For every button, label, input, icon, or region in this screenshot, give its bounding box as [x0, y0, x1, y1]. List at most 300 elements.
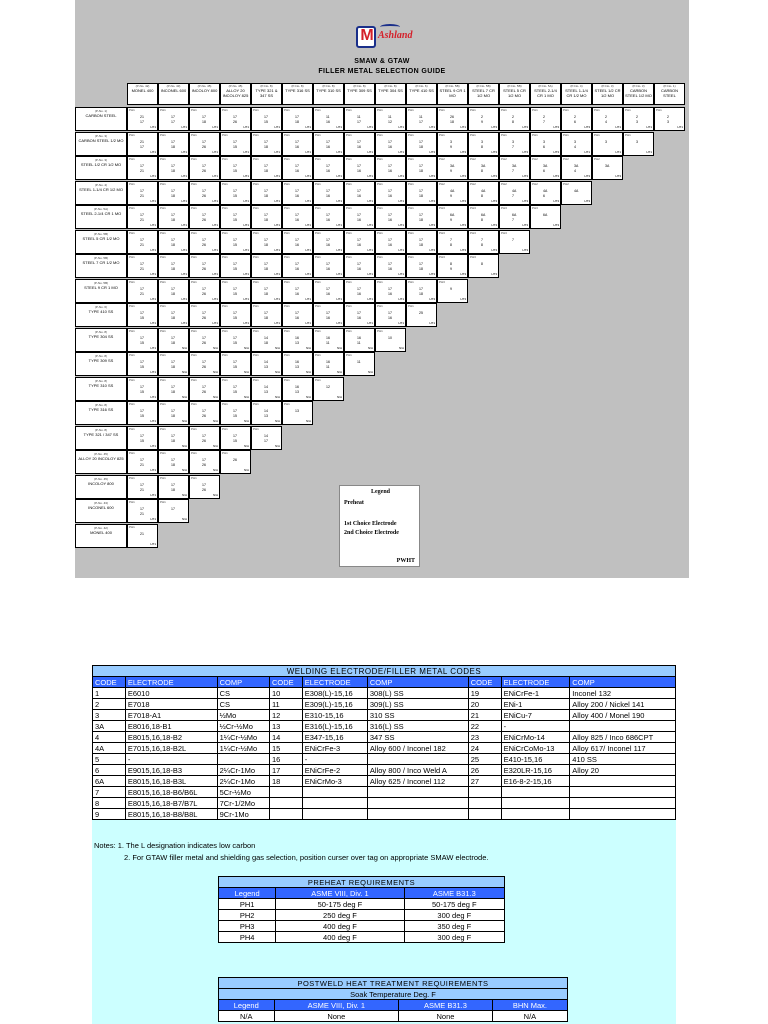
matrix-cell	[282, 254, 313, 278]
matrix-cell	[623, 107, 654, 131]
matrix-cell	[189, 254, 220, 278]
pwht-code: HT1	[150, 247, 156, 252]
first-choice-electrode: 17	[202, 409, 206, 413]
preheat-code: PH1	[191, 475, 197, 480]
preheat-code: PH1	[160, 475, 166, 480]
first-choice-electrode: 17	[202, 213, 206, 217]
preheat-code: PH1	[129, 304, 135, 308]
preheat-row	[219, 899, 505, 910]
codes-cell: 309(L) SS	[367, 699, 468, 710]
second-choice-electrode: 15	[233, 316, 237, 320]
matrix-cell	[592, 132, 623, 156]
matrix-cell	[127, 450, 158, 474]
second-choice-electrode: 16	[357, 144, 361, 149]
matrix-cell	[251, 254, 282, 278]
pwht-code: N/A	[274, 443, 280, 448]
second-choice-electrode: 17	[264, 438, 268, 443]
pwht-cell: None	[274, 1011, 399, 1022]
column-pno: (P-No. 8)	[291, 84, 304, 88]
pwht-code: HT1	[212, 198, 218, 203]
preheat-code: PH1	[222, 157, 228, 161]
codes-cell	[570, 809, 676, 820]
pwht-column-header: BHN Max.	[492, 1000, 567, 1011]
chart-title-line2: FILLER METAL SELECTION GUIDE	[318, 68, 446, 75]
matrix-cell	[437, 107, 468, 131]
pwht-code: HT1	[150, 394, 156, 399]
second-choice-electrode: 15	[233, 169, 237, 173]
second-choice-electrode: 21	[140, 267, 144, 271]
codes-cell: ENi-1	[501, 699, 570, 710]
preheat-code: PH1	[160, 230, 166, 235]
codes-cell: Alloy 200 / Nickel 141	[570, 699, 676, 710]
codes-cell: 10	[269, 688, 302, 699]
preheat-code: PH1	[160, 132, 166, 137]
pwht-code: N/A	[212, 370, 218, 374]
column-header	[530, 83, 561, 105]
preheat-row	[219, 910, 505, 921]
column-label: STEEL 2-1/4 CR 1 MO	[534, 88, 557, 98]
second-choice-electrode: 26	[202, 169, 206, 173]
column-pno: (P-No. 1)	[663, 84, 676, 88]
pwht-code: N/A	[274, 419, 280, 423]
codes-cell	[570, 776, 676, 787]
first-choice-electrode: 17	[202, 164, 206, 168]
first-choice-electrode: 17	[233, 286, 237, 291]
row-pno: (P-No. 3)	[94, 158, 108, 162]
preheat-code: PH1	[439, 108, 445, 112]
preheat-code: PH1	[253, 377, 259, 382]
preheat-cell: 400 deg F	[276, 921, 404, 932]
first-choice-electrode: 17	[171, 482, 175, 487]
preheat-code: PH1	[253, 230, 259, 235]
preheat-cell: 400 deg F	[276, 932, 404, 943]
codes-cell: Alloy 400 / Monel 190	[570, 710, 676, 721]
preheat-code: PH1	[191, 328, 197, 333]
first-choice-electrode: 17	[233, 213, 237, 217]
matrix-cell	[251, 279, 282, 303]
codes-cell: 19	[468, 688, 501, 699]
row-header	[75, 303, 127, 327]
pwht-code: HT1	[336, 272, 342, 276]
codes-column-header: COMP	[217, 677, 269, 688]
matrix-cell	[189, 401, 220, 425]
pwht-code: N/A	[274, 394, 280, 399]
second-choice-electrode: 16	[388, 144, 392, 149]
row-pno: (P-No. 5B)	[93, 280, 109, 285]
first-choice-electrode: 14	[264, 384, 268, 389]
preheat-code: PH1	[284, 108, 290, 112]
pwht-code: N/A	[212, 345, 218, 350]
pwht-code: HT1	[677, 125, 683, 129]
first-choice-electrode: 17	[419, 188, 423, 193]
codes-cell	[501, 798, 570, 809]
preheat-code: PH1	[191, 157, 197, 161]
second-choice-electrode: 18	[419, 242, 423, 247]
row-header	[75, 132, 127, 156]
pwht-code: N/A	[212, 394, 218, 399]
preheat-code: PH1	[284, 279, 290, 284]
pwht-code: HT1	[243, 125, 249, 129]
pwht-code: HT1	[367, 174, 373, 178]
second-choice-electrode: 15	[140, 340, 144, 345]
legend-preheat: Preheat	[344, 500, 364, 506]
pwht-code: HT1	[336, 174, 342, 178]
preheat-code: PH1	[470, 132, 476, 137]
preheat-code: PH1	[284, 353, 290, 357]
matrix-cell	[251, 303, 282, 327]
preheat-code: PH1	[191, 206, 197, 210]
matrix-cell	[127, 205, 158, 229]
preheat-code: PH1	[129, 402, 135, 406]
preheat-code: PH1	[346, 230, 352, 235]
first-choice-electrode: 21	[140, 531, 144, 536]
preheat-code: PH1	[284, 328, 290, 333]
column-label: ALLOY 20 INCOLOY 825	[222, 88, 249, 98]
pwht-cell: N/A	[492, 1011, 567, 1022]
preheat-cell: PH1	[219, 899, 276, 910]
preheat-code: PH1	[191, 279, 197, 284]
matrix-cell	[158, 132, 189, 156]
first-choice-electrode: 2	[512, 115, 514, 119]
first-choice-electrode: 17	[140, 458, 144, 462]
second-choice-electrode: 21	[140, 487, 144, 492]
column-pno: (P-No. 4)	[570, 84, 583, 88]
codes-cell: E8015,16,18-B2	[125, 732, 217, 743]
preheat-code: PH1	[377, 279, 383, 284]
preheat-code: PH1	[315, 304, 321, 308]
pwht-code: N/A	[181, 468, 187, 472]
matrix-cell	[375, 205, 406, 229]
codes-cell: 5	[93, 754, 126, 765]
pwht-code: HT1	[367, 198, 373, 203]
preheat-code: PH1	[408, 279, 414, 284]
first-choice-electrode: 16	[295, 384, 299, 389]
preheat-code: PH1	[253, 157, 259, 161]
pwht-code: N/A	[243, 370, 249, 374]
row-label: TYPE 304 SS	[88, 333, 114, 339]
second-choice-electrode: 21	[140, 291, 144, 296]
preheat-code: PH1	[253, 279, 259, 284]
pwht-code: HT1	[274, 223, 280, 227]
first-choice-electrode: 17	[233, 335, 237, 340]
first-choice-electrode: 17	[419, 237, 423, 242]
second-choice-electrode: 16	[357, 316, 361, 320]
preheat-code: PH1	[346, 304, 352, 308]
matrix-cell	[158, 499, 189, 523]
matrix-cell	[127, 524, 158, 548]
codes-cell: 4	[93, 732, 126, 743]
row-pno: (P-No. 43)	[94, 501, 108, 505]
first-choice-electrode: 17	[233, 139, 237, 144]
matrix-cell	[158, 328, 189, 352]
first-choice-electrode: 3	[605, 139, 607, 144]
matrix-cell	[189, 181, 220, 205]
second-choice-electrode: 7	[543, 120, 545, 124]
matrix-cell	[623, 132, 654, 156]
preheat-code: PH3	[470, 230, 476, 235]
preheat-code: PH1	[129, 475, 135, 480]
marathon-logo-mark: M	[356, 26, 376, 48]
matrix-cell	[282, 377, 313, 401]
first-choice-electrode: 17	[264, 139, 268, 144]
second-choice-electrode: 26	[202, 463, 206, 467]
pwht-code: HT1	[398, 296, 404, 301]
first-choice-electrode: 17	[140, 262, 144, 266]
preheat-code: PH1	[129, 524, 135, 529]
second-choice-electrode: 16	[388, 169, 392, 173]
preheat-code: PH1	[346, 108, 352, 112]
pwht-code: HT1	[150, 296, 156, 301]
matrix-cell	[437, 132, 468, 156]
first-choice-electrode: 17	[171, 262, 175, 266]
pwht-code: HT1	[274, 149, 280, 154]
pwht-caption: POSTWELD HEAT TREATMENT REQUIREMENTS	[219, 978, 568, 989]
first-choice-electrode: 7	[481, 237, 483, 242]
codes-cell: E8016,18-B1	[125, 721, 217, 732]
codes-cell: Alloy 825 / Inco 686CPT	[570, 732, 676, 743]
first-choice-electrode: 17	[202, 482, 206, 487]
preheat-code: PH1	[129, 353, 135, 357]
preheat-code: PH3	[470, 206, 476, 210]
pwht-code: HT1	[274, 321, 280, 325]
preheat-code: PH1	[253, 328, 259, 333]
preheat-code: PH1	[408, 230, 414, 235]
pwht-code: HT1	[181, 174, 187, 178]
codes-column-header: CODE	[93, 677, 126, 688]
pwht-code: HT1	[398, 247, 404, 252]
pwht-code: N/A	[243, 443, 249, 448]
matrix-cell	[375, 254, 406, 278]
column-header	[313, 83, 344, 105]
codes-cell	[367, 809, 468, 820]
matrix-cell	[220, 303, 251, 327]
codes-cell: 316(L) SS	[367, 721, 468, 732]
row-pno: (P-No. 5B)	[93, 231, 109, 236]
first-choice-electrode: 11	[419, 115, 423, 119]
second-choice-electrode: 18	[171, 316, 175, 320]
matrix-cell	[158, 450, 189, 474]
preheat-code: PH1	[470, 108, 476, 112]
pwht-code: HT1	[243, 223, 249, 227]
matrix-cell	[468, 230, 499, 254]
codes-column-header: COMP	[570, 677, 676, 688]
first-choice-electrode: 17	[264, 237, 268, 242]
second-choice-electrode: 16	[295, 291, 299, 296]
pwht-code: HT1	[584, 149, 590, 154]
second-choice-electrode: 8	[481, 144, 483, 149]
pwht-code: HT3	[460, 296, 466, 301]
second-choice-electrode: 16	[326, 169, 330, 173]
pwht-code: N/A	[274, 345, 280, 350]
second-choice-electrode: 16	[295, 193, 299, 198]
second-choice-electrode: 7	[512, 193, 514, 198]
first-choice-electrode: 8	[481, 262, 483, 266]
column-pno: (P-No. 5B)	[476, 84, 491, 88]
pwht-code: HT1	[181, 223, 187, 227]
first-choice-electrode: 17	[295, 164, 299, 168]
first-choice-electrode: 6A	[481, 213, 486, 217]
preheat-code: PH1	[253, 132, 259, 137]
codes-cell	[269, 798, 302, 809]
codes-row	[93, 754, 676, 765]
preheat-code: PH2	[532, 181, 538, 186]
second-choice-electrode: 6	[543, 193, 545, 198]
preheat-code: PH1	[377, 181, 383, 186]
second-choice-electrode: 17	[140, 120, 144, 124]
matrix-cell	[375, 328, 406, 352]
codes-cell	[501, 809, 570, 820]
preheat-code: PH1	[253, 402, 259, 406]
matrix-cell	[344, 156, 375, 180]
matrix-cell	[344, 205, 375, 229]
codes-column-header: CODE	[269, 677, 302, 688]
codes-cell: E7015,16,18-B2L	[125, 743, 217, 754]
codes-cell: 17	[269, 765, 302, 776]
preheat-header-row	[219, 888, 505, 899]
matrix-cell	[282, 401, 313, 425]
preheat-cell: 300 deg F	[404, 910, 504, 921]
preheat-code: PH1	[129, 255, 135, 259]
second-choice-electrode: 26	[202, 389, 206, 394]
second-choice-electrode: 18	[171, 487, 175, 492]
codes-cell: E8015,16,18-B6/B6L	[125, 787, 217, 798]
second-choice-electrode: 18	[419, 144, 423, 149]
pwht-code: HT1	[243, 174, 249, 178]
first-choice-electrode: 17	[171, 237, 175, 242]
preheat-code: PH1	[253, 181, 259, 186]
first-choice-electrode: 17	[233, 164, 237, 168]
pwht-code: HT1	[367, 296, 373, 301]
matrix-cell	[189, 426, 220, 450]
column-pno: (P-No. 8)	[384, 84, 397, 88]
first-choice-electrode: 4A	[543, 188, 548, 193]
matrix-cell	[437, 156, 468, 180]
column-label: TYPE 316 SS	[285, 88, 310, 93]
preheat-code: PH2	[439, 157, 445, 161]
row-label: STEEL 2-1/4 CR 1 MO	[80, 211, 122, 216]
first-choice-electrode: 17	[171, 335, 175, 340]
preheat-code: PH1	[253, 426, 259, 431]
matrix-cell	[282, 156, 313, 180]
preheat-code: PH1	[129, 328, 135, 333]
codes-row	[93, 732, 676, 743]
row-label: STEEL 1/2 CR 1/2 MO	[80, 162, 122, 167]
matrix-cell	[313, 279, 344, 303]
second-choice-electrode: 4	[574, 169, 576, 173]
preheat-code: PH1	[346, 132, 352, 137]
first-choice-electrode: 17	[140, 311, 144, 315]
second-choice-electrode: 16	[388, 267, 392, 271]
matrix-cell	[189, 107, 220, 131]
first-choice-electrode: 17	[202, 458, 206, 462]
matrix-cell	[344, 352, 375, 376]
pwht-code: N/A	[305, 345, 311, 350]
second-choice-electrode: 18	[171, 365, 175, 369]
row-label: MONEL 400	[90, 529, 112, 535]
row-pno: (P-No. 1)	[94, 109, 108, 113]
first-choice-electrode: 17	[264, 164, 268, 168]
first-choice-electrode: 16	[357, 335, 361, 340]
pwht-code: HT3	[553, 149, 559, 154]
preheat-code: PH1	[222, 451, 228, 455]
preheat-code: PH1	[377, 132, 383, 137]
matrix-cell	[127, 499, 158, 523]
matrix-cell	[654, 107, 685, 131]
preheat-code: PH1	[656, 108, 662, 112]
second-choice-electrode: 16	[357, 291, 361, 296]
matrix-cell	[282, 230, 313, 254]
matrix-cell	[282, 352, 313, 376]
pwht-code: HT1	[305, 198, 311, 203]
codes-cell	[570, 721, 676, 732]
first-choice-electrode: 17	[357, 213, 361, 217]
first-choice-electrode: 17	[140, 188, 144, 193]
pwht-code: HT1	[150, 198, 156, 203]
column-header	[499, 83, 530, 105]
pwht-code: HT1	[243, 296, 249, 301]
pwht-code: HT1	[150, 149, 156, 154]
preheat-code: PH1	[315, 353, 321, 357]
preheat-code: PH1	[377, 108, 383, 112]
pwht-code: HT1	[181, 125, 187, 129]
codes-cell: ENiCrFe-1	[501, 688, 570, 699]
preheat-code: PH1	[191, 402, 197, 406]
preheat-code: PH1	[222, 206, 228, 210]
second-choice-electrode: 18	[171, 389, 175, 394]
column-header	[127, 83, 158, 105]
first-choice-electrode: 17	[264, 286, 268, 291]
row-pno: (P-No. 8)	[94, 354, 108, 358]
matrix-cell	[220, 352, 251, 376]
matrix-cell	[158, 156, 189, 180]
second-choice-electrode: 16	[295, 242, 299, 247]
matrix-cell	[592, 156, 623, 180]
codes-row	[93, 721, 676, 732]
first-choice-electrode: 17	[140, 507, 144, 511]
preheat-code: PH3	[439, 206, 445, 210]
first-choice-electrode: 6A	[543, 213, 548, 217]
second-choice-electrode: 13	[264, 365, 268, 369]
codes-row	[93, 710, 676, 721]
pwht-code: N/A	[243, 419, 249, 423]
codes-cell: 2¼Cr-1Mo	[217, 765, 269, 776]
codes-cell: 1	[93, 688, 126, 699]
second-choice-electrode: 18	[171, 144, 175, 149]
pwht-code: HT1	[367, 223, 373, 227]
row-label: TYPE 410 SS	[88, 309, 114, 314]
second-choice-electrode: 18	[264, 242, 268, 247]
first-choice-electrode: 16	[295, 335, 299, 340]
second-choice-electrode: 16	[295, 218, 299, 222]
codes-cell: Alloy 800 / Inco Weld A	[367, 765, 468, 776]
column-header	[282, 83, 313, 105]
first-choice-electrode: 17	[171, 115, 175, 119]
pwht-code: HT3	[460, 272, 466, 276]
preheat-code: PH2	[532, 157, 538, 161]
preheat-code: PH1	[129, 181, 135, 186]
first-choice-electrode: 17	[295, 115, 299, 119]
second-choice-electrode: 15	[233, 365, 237, 369]
row-label: ALLOY 20 INCOLOY 825	[78, 456, 124, 461]
preheat-column-header: ASME VIII, Div. 1	[276, 888, 404, 899]
second-choice-electrode: 15	[233, 193, 237, 198]
column-header	[220, 83, 251, 105]
matrix-cell	[406, 279, 437, 303]
column-header	[344, 83, 375, 105]
pwht-code: N/A	[305, 394, 311, 399]
pwht-code: N/A	[367, 345, 373, 350]
first-choice-electrode: 2	[574, 115, 576, 119]
